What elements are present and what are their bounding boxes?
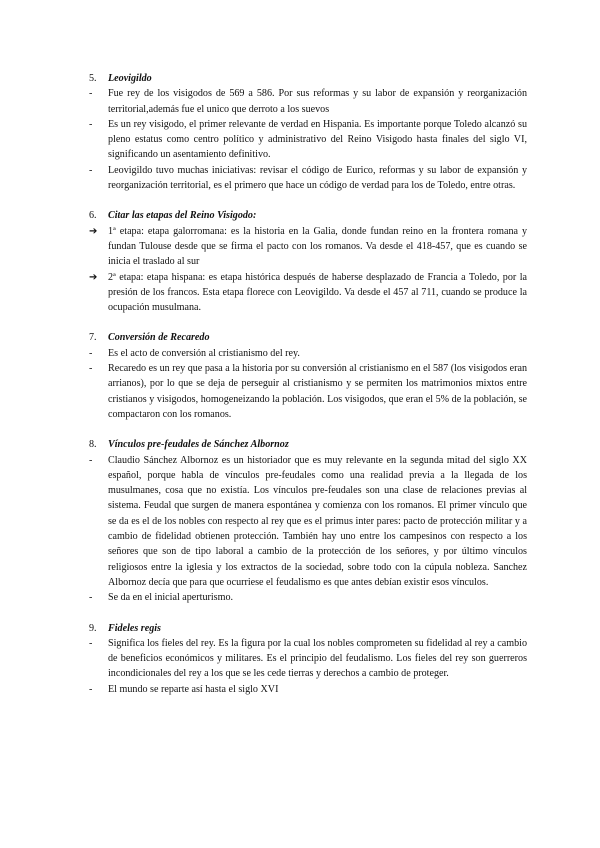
section-heading bbox=[89, 330, 527, 345]
dash-bullet: - bbox=[89, 347, 93, 359]
dash-bullet: - bbox=[89, 363, 93, 375]
list-item-text: Es el acto de conversión al cristianismo del rey. bbox=[108, 347, 300, 359]
arrow-right-icon: ➔ bbox=[89, 271, 98, 283]
section-heading bbox=[89, 437, 527, 452]
section-title: Fideles regis bbox=[108, 622, 161, 634]
list-item-text: Leovigildo tuvo muchas iniciativas: revisar el código de Eurico, reformas y su labor de expansión y reorganización territorial, es el primero que hace un código de verdad para los de Toledo, entre otras. bbox=[108, 164, 527, 192]
section-fideles-regis bbox=[89, 621, 527, 697]
list-item bbox=[89, 453, 527, 591]
list-item bbox=[89, 636, 527, 682]
list-item-text: Fue rey de los visigodos de 569 a 586. Por sus reformas y su labor de expansión y reorganización territorial,además fue el unico que derroto a los suevos bbox=[108, 88, 527, 115]
list-item bbox=[89, 270, 527, 316]
list-item-text: Significa los fieles del rey. Es la figura por la cual los nobles comprometen su fidelidad al rey a cambio de beneficios económicos y militares. Es el principio del feudalismo. Los fieles del rey son guerreros incondicionales del rey a los que se les cede tierras y derechos a cambio de proteger. bbox=[108, 637, 527, 680]
dash-bullet: - bbox=[89, 118, 93, 130]
list-item-text: Claudio Sánchez Albornoz es un historiador que es muy relevante en la segunda mitad del siglo XX español, porque habla de vínculos pre-feudales como una realidad previa a la llegada de los musulmanes, cosa que no existía. Los vínculos pre-feudales son una clase de relaciones previas al sistema. Feudal que surgen de manera espontánea y comienza con los romanos. El primer vínculo que se da es el de los nobles con respecto al rey que es el primus inter pares: pacto de protección militar y a cambio de fidelidad obtienen protección. También hay uno entre los campesinos con respecto a los señores que son de tipo laboral a cambio de la protección de los señores, y por último vínculos religiosos entre la iglesia y los extractos de la sociedad, sobre todo con la cúpula nobleza. Sanchez Albornoz decía que para que ocurriese el feudalismo es que antes debían existir esos vínculos. bbox=[108, 454, 527, 588]
arrow-right-icon: ➔ bbox=[89, 225, 98, 237]
list-item bbox=[89, 346, 527, 361]
section-number: 6. bbox=[89, 210, 97, 222]
section-conversion-recaredo bbox=[89, 330, 527, 422]
dash-bullet: - bbox=[89, 88, 93, 100]
dash-bullet: - bbox=[89, 637, 93, 649]
section-title: Citar las etapas del Reino Visigodo: bbox=[108, 210, 257, 222]
section-leovigildo bbox=[89, 71, 527, 193]
list-item-text: Se da en el inicial aperturismo. bbox=[108, 592, 234, 604]
list-item bbox=[89, 682, 527, 697]
dash-bullet: - bbox=[89, 683, 93, 695]
section-heading bbox=[89, 208, 527, 223]
list-item-text: 1ª etapa: etapa galorromana: es la historia en la Galia, donde fundan reino en la frontera romana y fundan Tulouse desde que se firma el pacto con los romanos. Va desde el 418-457, que es cuando se inicia el traslado al sur bbox=[108, 225, 527, 268]
dash-bullet: - bbox=[89, 592, 93, 604]
section-number: 5. bbox=[89, 73, 97, 84]
list-item bbox=[89, 224, 527, 270]
list-item bbox=[89, 117, 527, 163]
section-title: Conversión de Recaredo bbox=[108, 332, 210, 344]
section-title: Leovigildo bbox=[108, 73, 152, 84]
list-item bbox=[89, 590, 527, 605]
section-vinculos-pre-feudales bbox=[89, 437, 527, 605]
list-item bbox=[89, 86, 527, 117]
list-item-text: Recaredo es un rey que pasa a la historia por su conversión al cristianismo en el 587 (los visigodos eran arrianos), por lo que se deja de perseguir al cristianismo y se permiten los matrimonios mixtos entre cristianos y visigodos, homogeneizando la población. Los visigodos, que eran el 5% de la población, se compactaron con los romanos. bbox=[108, 363, 527, 420]
section-heading bbox=[89, 621, 527, 636]
section-number: 7. bbox=[89, 332, 97, 344]
list-item-text: Es un rey visigodo, el primer relevante de verdad en Hispania. Es importante porque Toledo alcanzó su pleno estatus como centro político y administrativo del Reino Visigodo hasta finales del siglo VI, significando un asentamiento definitivo. bbox=[108, 118, 527, 161]
list-item-text: El mundo se reparte así hasta el siglo XVI bbox=[108, 683, 279, 695]
section-title: Vínculos pre-feudales de Sánchez Albornoz bbox=[108, 439, 289, 451]
dash-bullet: - bbox=[89, 454, 93, 466]
list-item bbox=[89, 163, 527, 194]
list-item bbox=[89, 361, 527, 422]
section-number: 8. bbox=[89, 439, 97, 451]
section-etapas-reino-visigodo bbox=[89, 208, 527, 315]
document-content bbox=[89, 71, 527, 712]
section-number: 9. bbox=[89, 622, 97, 634]
list-item-text: 2ª etapa: etapa hispana: es etapa histórica después de haberse desplazado de Francia a Toledo, por la presión de los francos. Esta etapa florece con Leovigildo. Va desde el 457 al 711, cuando se produce la ocupación musulmana. bbox=[108, 271, 527, 314]
section-heading bbox=[89, 71, 527, 86]
dash-bullet: - bbox=[89, 164, 93, 176]
